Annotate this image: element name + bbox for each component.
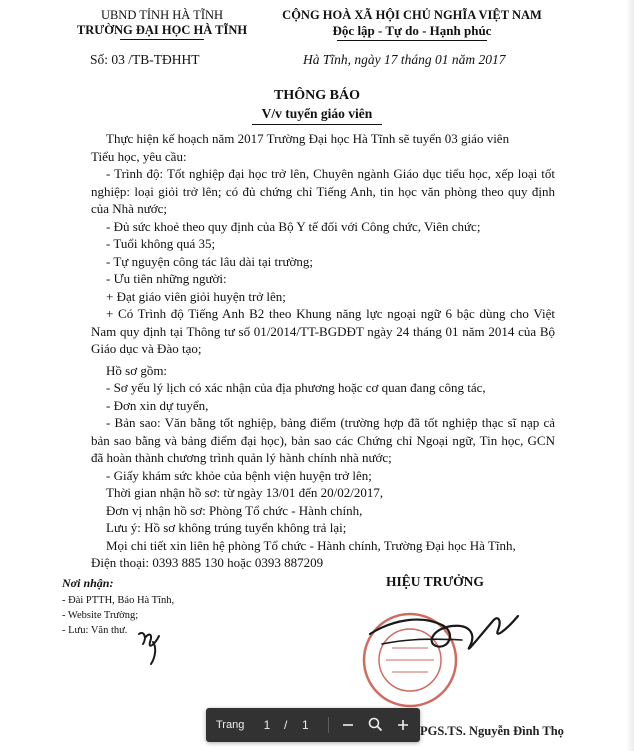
page-separator: / [284,718,288,732]
national-motto: Độc lập - Tự do - Hạnh phúc [332,23,492,38]
dossier-application: - Đơn xin dự tuyển, [106,397,209,413]
header-right-underline [337,40,487,41]
subject-underline [252,124,382,125]
plus-icon [397,719,409,731]
agency-name: UBND TỈNH HÀ TĨNH [100,8,224,22]
zoom-icon [368,717,383,732]
receiving-unit: Đơn vị nhận hồ sơ: Phòng Tổ chức - Hành chính, [106,502,363,518]
republic-name: CỘNG HOÀ XÃ HỘI CHỦ NGHĨA VIỆT NAM [282,8,542,22]
recipients-heading: Nơi nhận: [62,576,114,590]
signer-title: HIỆU TRƯỞNG [386,574,484,589]
minus-icon [342,719,354,731]
toolbar-divider [328,717,329,733]
contact-info: Mọi chi tiết xin liên hệ phòng Tổ chức - Hành chính, Trường Đại học Hà Tĩnh, [106,537,516,553]
page-label: Trang [216,719,245,731]
dossier-copies: - Bản sao: Văn bằng tốt nghiệp, bảng điểm (trường hợp đã tốt nghiệp thạc sĩ nạp cả bản sao bằng và bảng điểm đại học), bản sao các Chứng chỉ Ngoại ngữ, Tin học, GCN đã hoàn thành chương trình quản lý hành chính nhà nước; [91,415,555,465]
priority-english-b2: + Có Trình độ Tiếng Anh B2 theo Khung năng lực ngoại ngữ 6 bậc dùng cho Việt Nam quy định tại Thông tư số 01/2014/TT-BGDĐT ngày 24 tháng 01 năm 2014 của Bộ Giáo dục và Đào tạo; [91,306,555,356]
zoom-in-button[interactable] [391,708,415,742]
pdf-page-toolbar [206,708,420,742]
dossier-health-cert: - Giấy khám sức khỏe của bệnh viện huyện trở lên; [106,467,372,483]
header-left [62,8,262,40]
dossier-cv: - Sơ yếu lý lịch có xác nhận của địa phương hoặc cơ quan đang công tác, [106,380,486,395]
dossier-heading: Hồ sơ gồm: [106,362,168,378]
recipient-item: - Website Trường; [62,610,139,621]
priority-good-teacher: + Đạt giáo viên giỏi huyện trở lên; [106,288,286,304]
fit-zoom-button[interactable] [363,708,387,742]
requirement-age: - Tuổi không quá 35; [106,236,216,251]
current-page-input[interactable]: 1 [263,718,271,732]
signer-name: PGS.TS. Nguyễn Đình Thọ [420,724,564,738]
header-right [262,8,562,41]
signature-block [345,574,525,590]
intro-line-1: Thực hiện kế hoạch năm 2017 Trường Đại học Hà Tĩnh sẽ tuyển 03 giáo viên [106,131,510,146]
official-stamp-and-signature [352,600,522,710]
recipient-item: - Đài PTTH, Báo Hà Tĩnh, [62,595,175,606]
document-body [91,130,555,572]
receipt-period: Thời gian nhận hồ sơ: từ ngày 13/01 đến 20/02/2017, [106,485,384,500]
school-name: TRƯỜNG ĐẠI HỌC HÀ TĨNH [76,23,248,37]
note: Lưu ý: Hồ sơ không trúng tuyển không trả lại; [106,520,347,535]
requirement-degree: - Trình độ: Tốt nghiệp đại học trở lên, Chuyên ngành Giáo dục tiểu học, xếp loại tốt nghiệp: loại giỏi trở lên; có đủ chứng chỉ Tiếng Anh, tin học văn phòng theo quy định của Nhà nước; [91,166,555,216]
total-pages: 1 [302,718,309,732]
document-subject [0,106,634,125]
initial-signature [135,628,165,668]
phone-numbers: Điện thoại: 0393 885 130 hoặc 0393 887209 [91,555,324,570]
intro-line-2: Tiểu học, yêu cầu: [91,148,187,164]
subject-text: V/v tuyển giáo viên [261,106,373,121]
document-title: THÔNG BÁO [274,88,360,103]
requirement-commitment: - Tự nguyện công tác lâu dài tại trường; [106,253,314,269]
requirement-health: - Đủ sức khoẻ theo quy định của Bộ Y tế đối với Công chức, Viên chức; [106,218,481,234]
zoom-out-button[interactable] [336,708,360,742]
recipient-item: - Lưu: Văn thư. [62,625,128,636]
requirement-priority: - Ưu tiên những người: [106,271,227,286]
header-left-underline [120,39,204,40]
document-number: Số: 03 /TB-TĐHHT [90,52,200,67]
document-date: Hà Tĩnh, ngày 17 tháng 01 năm 2017 [303,52,506,67]
